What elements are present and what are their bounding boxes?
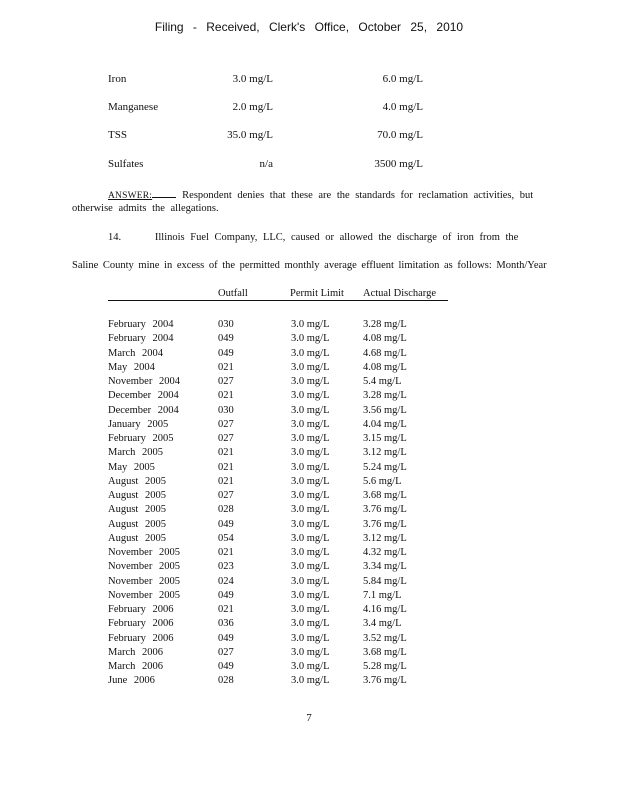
cell-month-year: February 2004 bbox=[108, 319, 174, 330]
cell-permit-limit: 3.0 mg/L bbox=[291, 376, 330, 387]
cell-actual-discharge: 5.24 mg/L bbox=[363, 461, 407, 473]
cell-outfall: 021 bbox=[218, 390, 234, 402]
table-row bbox=[0, 546, 618, 560]
table-row bbox=[0, 503, 618, 517]
header-permit-limit: Permit Limit bbox=[290, 288, 344, 299]
table-row bbox=[0, 660, 618, 674]
paragraph-number: 14. bbox=[108, 232, 122, 243]
cell-month-year: August 2005 bbox=[108, 532, 166, 544]
standard-monthly: 35.0 mg/L bbox=[227, 129, 273, 141]
cell-permit-limit: 3.0 mg/L bbox=[291, 475, 330, 487]
cell-actual-discharge: 4.08 mg/L bbox=[363, 361, 407, 373]
standard-row-sulfates bbox=[0, 158, 618, 172]
cell-permit-limit: 3.0 mg/L bbox=[291, 618, 330, 630]
cell-outfall: 030 bbox=[218, 404, 234, 416]
table-row bbox=[0, 632, 618, 646]
cell-outfall: 028 bbox=[218, 504, 234, 516]
cell-actual-discharge: 3.68 mg/L bbox=[363, 490, 407, 501]
cell-outfall: 021 bbox=[218, 547, 234, 558]
table-row bbox=[0, 361, 618, 375]
answer-underline bbox=[152, 188, 176, 198]
page-header: Filing - Received, Clerk's Office, October 25, 2010 bbox=[154, 20, 464, 34]
standard-row-iron bbox=[0, 73, 618, 87]
cell-month-year: August 2005 bbox=[108, 518, 166, 530]
cell-outfall: 054 bbox=[218, 532, 234, 544]
cell-month-year: February 2004 bbox=[108, 333, 174, 345]
cell-permit-limit: 3.0 mg/L bbox=[291, 433, 330, 444]
cell-outfall: 021 bbox=[218, 604, 234, 615]
cell-month-year: May 2004 bbox=[108, 361, 155, 373]
header-outfall: Outfall bbox=[218, 288, 248, 299]
cell-actual-discharge: 3.28 mg/L bbox=[363, 390, 407, 402]
cell-permit-limit: 3.0 mg/L bbox=[291, 361, 330, 373]
cell-outfall: 049 bbox=[218, 661, 234, 672]
cell-permit-limit: 3.0 mg/L bbox=[291, 661, 330, 672]
cell-outfall: 021 bbox=[218, 361, 234, 373]
table-row bbox=[0, 404, 618, 418]
paragraph-14-text-1: Illinois Fuel Company, LLC, caused or allowed the discharge of iron from the bbox=[154, 232, 519, 243]
cell-outfall: 027 bbox=[218, 418, 234, 430]
cell-month-year: November 2005 bbox=[108, 575, 180, 587]
cell-month-year: August 2005 bbox=[108, 504, 166, 516]
paragraph-14-line-1 bbox=[108, 232, 518, 243]
cell-actual-discharge: 3.76 mg/L bbox=[363, 518, 407, 530]
cell-actual-discharge: 3.12 mg/L bbox=[363, 447, 407, 459]
table-row bbox=[0, 318, 618, 332]
table-row bbox=[0, 617, 618, 631]
table-row bbox=[0, 532, 618, 546]
cell-permit-limit: 3.0 mg/L bbox=[291, 532, 330, 544]
cell-actual-discharge: 4.16 mg/L bbox=[363, 604, 407, 615]
cell-actual-discharge: 3.76 mg/L bbox=[363, 675, 407, 687]
cell-outfall: 049 bbox=[218, 518, 234, 530]
table-row bbox=[0, 575, 618, 589]
cell-outfall: 030 bbox=[218, 319, 234, 330]
cell-month-year: December 2004 bbox=[108, 404, 179, 416]
answer-line-2: otherwise admits the allegations. bbox=[72, 203, 219, 214]
cell-outfall: 027 bbox=[218, 433, 234, 444]
standard-monthly: 2.0 mg/L bbox=[232, 101, 273, 113]
cell-permit-limit: 3.0 mg/L bbox=[291, 518, 330, 530]
table-row bbox=[0, 674, 618, 688]
cell-actual-discharge: 4.04 mg/L bbox=[363, 418, 407, 430]
cell-month-year: November 2005 bbox=[108, 589, 180, 601]
cell-month-year: May 2005 bbox=[108, 461, 155, 473]
table-row bbox=[0, 646, 618, 660]
cell-month-year: March 2006 bbox=[108, 646, 164, 658]
cell-actual-discharge: 5.28 mg/L bbox=[363, 661, 407, 672]
cell-actual-discharge: 3.68 mg/L bbox=[363, 646, 407, 658]
cell-actual-discharge: 5.4 mg/L bbox=[363, 376, 402, 387]
cell-month-year: June 2006 bbox=[108, 675, 155, 687]
cell-outfall: 049 bbox=[218, 333, 234, 345]
cell-actual-discharge: 3.15 mg/L bbox=[363, 433, 407, 444]
paragraph-14-line-2: Saline County mine in excess of the permitted monthly average effluent limitation as follows: Month/Year bbox=[72, 260, 547, 271]
cell-actual-discharge: 4.68 mg/L bbox=[363, 347, 407, 359]
cell-actual-discharge: 4.32 mg/L bbox=[363, 547, 407, 558]
cell-permit-limit: 3.0 mg/L bbox=[291, 675, 330, 687]
cell-outfall: 024 bbox=[218, 575, 234, 587]
cell-month-year: February 2006 bbox=[108, 632, 174, 644]
standard-row-manganese bbox=[0, 101, 618, 115]
cell-month-year: February 2005 bbox=[108, 433, 174, 444]
cell-permit-limit: 3.0 mg/L bbox=[291, 319, 330, 330]
standard-daily: 3500 mg/L bbox=[374, 158, 423, 170]
table-row bbox=[0, 347, 618, 361]
cell-permit-limit: 3.0 mg/L bbox=[291, 604, 330, 615]
cell-permit-limit: 3.0 mg/L bbox=[291, 490, 330, 501]
cell-actual-discharge: 3.34 mg/L bbox=[363, 561, 407, 573]
cell-permit-limit: 3.0 mg/L bbox=[291, 632, 330, 644]
table-row bbox=[0, 418, 618, 432]
standard-param: TSS bbox=[108, 129, 127, 141]
table-row bbox=[0, 432, 618, 446]
cell-permit-limit: 3.0 mg/L bbox=[291, 447, 330, 459]
cell-actual-discharge: 5.6 mg/L bbox=[363, 475, 402, 487]
page-number: 7 bbox=[306, 712, 312, 724]
cell-outfall: 049 bbox=[218, 632, 234, 644]
answer-line-1 bbox=[108, 188, 533, 201]
cell-month-year: November 2005 bbox=[108, 547, 180, 558]
standard-param: Sulfates bbox=[108, 158, 144, 170]
cell-permit-limit: 3.0 mg/L bbox=[291, 646, 330, 658]
cell-permit-limit: 3.0 mg/L bbox=[291, 347, 330, 359]
table-row bbox=[0, 518, 618, 532]
standard-param: Manganese bbox=[108, 101, 159, 113]
cell-permit-limit: 3.0 mg/L bbox=[291, 575, 330, 587]
cell-permit-limit: 3.0 mg/L bbox=[291, 390, 330, 402]
table-row bbox=[0, 589, 618, 603]
cell-outfall: 027 bbox=[218, 376, 234, 387]
cell-actual-discharge: 7.1 mg/L bbox=[363, 589, 402, 601]
header-actual-discharge: Actual Discharge bbox=[363, 288, 436, 299]
standard-monthly: n/a bbox=[259, 158, 273, 170]
cell-outfall: 049 bbox=[218, 589, 234, 601]
cell-actual-discharge: 4.08 mg/L bbox=[363, 333, 407, 345]
discharge-table bbox=[0, 318, 618, 689]
cell-outfall: 049 bbox=[218, 347, 234, 359]
answer-label: ANSWER: bbox=[108, 191, 153, 201]
answer-text-1: Respondent denies that these are the standards for reclamation activities, but bbox=[182, 190, 534, 201]
cell-outfall: 023 bbox=[218, 561, 234, 573]
table-header-rule bbox=[108, 300, 448, 301]
standard-param: Iron bbox=[108, 73, 127, 85]
cell-actual-discharge: 3.28 mg/L bbox=[363, 319, 407, 330]
cell-month-year: December 2004 bbox=[108, 390, 179, 402]
cell-month-year: February 2006 bbox=[108, 604, 174, 615]
cell-permit-limit: 3.0 mg/L bbox=[291, 589, 330, 601]
table-row bbox=[0, 389, 618, 403]
cell-permit-limit: 3.0 mg/L bbox=[291, 547, 330, 558]
standard-daily: 70.0 mg/L bbox=[377, 129, 423, 141]
cell-permit-limit: 3.0 mg/L bbox=[291, 561, 330, 573]
cell-month-year: March 2005 bbox=[108, 447, 164, 459]
cell-outfall: 021 bbox=[218, 461, 234, 473]
standard-monthly: 3.0 mg/L bbox=[232, 73, 273, 85]
table-row bbox=[0, 446, 618, 460]
standard-daily: 6.0 mg/L bbox=[382, 73, 423, 85]
cell-permit-limit: 3.0 mg/L bbox=[291, 333, 330, 345]
cell-month-year: January 2005 bbox=[108, 418, 169, 430]
cell-month-year: November 2004 bbox=[108, 376, 180, 387]
cell-month-year: March 2004 bbox=[108, 347, 164, 359]
standard-row-tss bbox=[0, 129, 618, 143]
table-row bbox=[0, 603, 618, 617]
cell-month-year: August 2005 bbox=[108, 475, 166, 487]
cell-outfall: 028 bbox=[218, 675, 234, 687]
cell-actual-discharge: 3.4 mg/L bbox=[363, 618, 402, 630]
cell-month-year: February 2006 bbox=[108, 618, 174, 630]
cell-actual-discharge: 3.76 mg/L bbox=[363, 504, 407, 516]
cell-actual-discharge: 3.52 mg/L bbox=[363, 632, 407, 644]
table-row bbox=[0, 332, 618, 346]
cell-permit-limit: 3.0 mg/L bbox=[291, 504, 330, 516]
cell-actual-discharge: 3.12 mg/L bbox=[363, 532, 407, 544]
cell-month-year: November 2005 bbox=[108, 561, 180, 573]
cell-outfall: 021 bbox=[218, 447, 234, 459]
cell-permit-limit: 3.0 mg/L bbox=[291, 404, 330, 416]
cell-outfall: 021 bbox=[218, 475, 234, 487]
cell-actual-discharge: 3.56 mg/L bbox=[363, 404, 407, 416]
cell-month-year: August 2005 bbox=[108, 490, 166, 501]
cell-month-year: March 2006 bbox=[108, 661, 164, 672]
table-row bbox=[0, 375, 618, 389]
cell-outfall: 027 bbox=[218, 490, 234, 501]
cell-permit-limit: 3.0 mg/L bbox=[291, 418, 330, 430]
standard-daily: 4.0 mg/L bbox=[382, 101, 423, 113]
cell-outfall: 036 bbox=[218, 618, 234, 630]
table-row bbox=[0, 475, 618, 489]
cell-actual-discharge: 5.84 mg/L bbox=[363, 575, 407, 587]
table-row bbox=[0, 560, 618, 574]
cell-permit-limit: 3.0 mg/L bbox=[291, 461, 330, 473]
table-row bbox=[0, 489, 618, 503]
table-row bbox=[0, 461, 618, 475]
cell-outfall: 027 bbox=[218, 646, 234, 658]
